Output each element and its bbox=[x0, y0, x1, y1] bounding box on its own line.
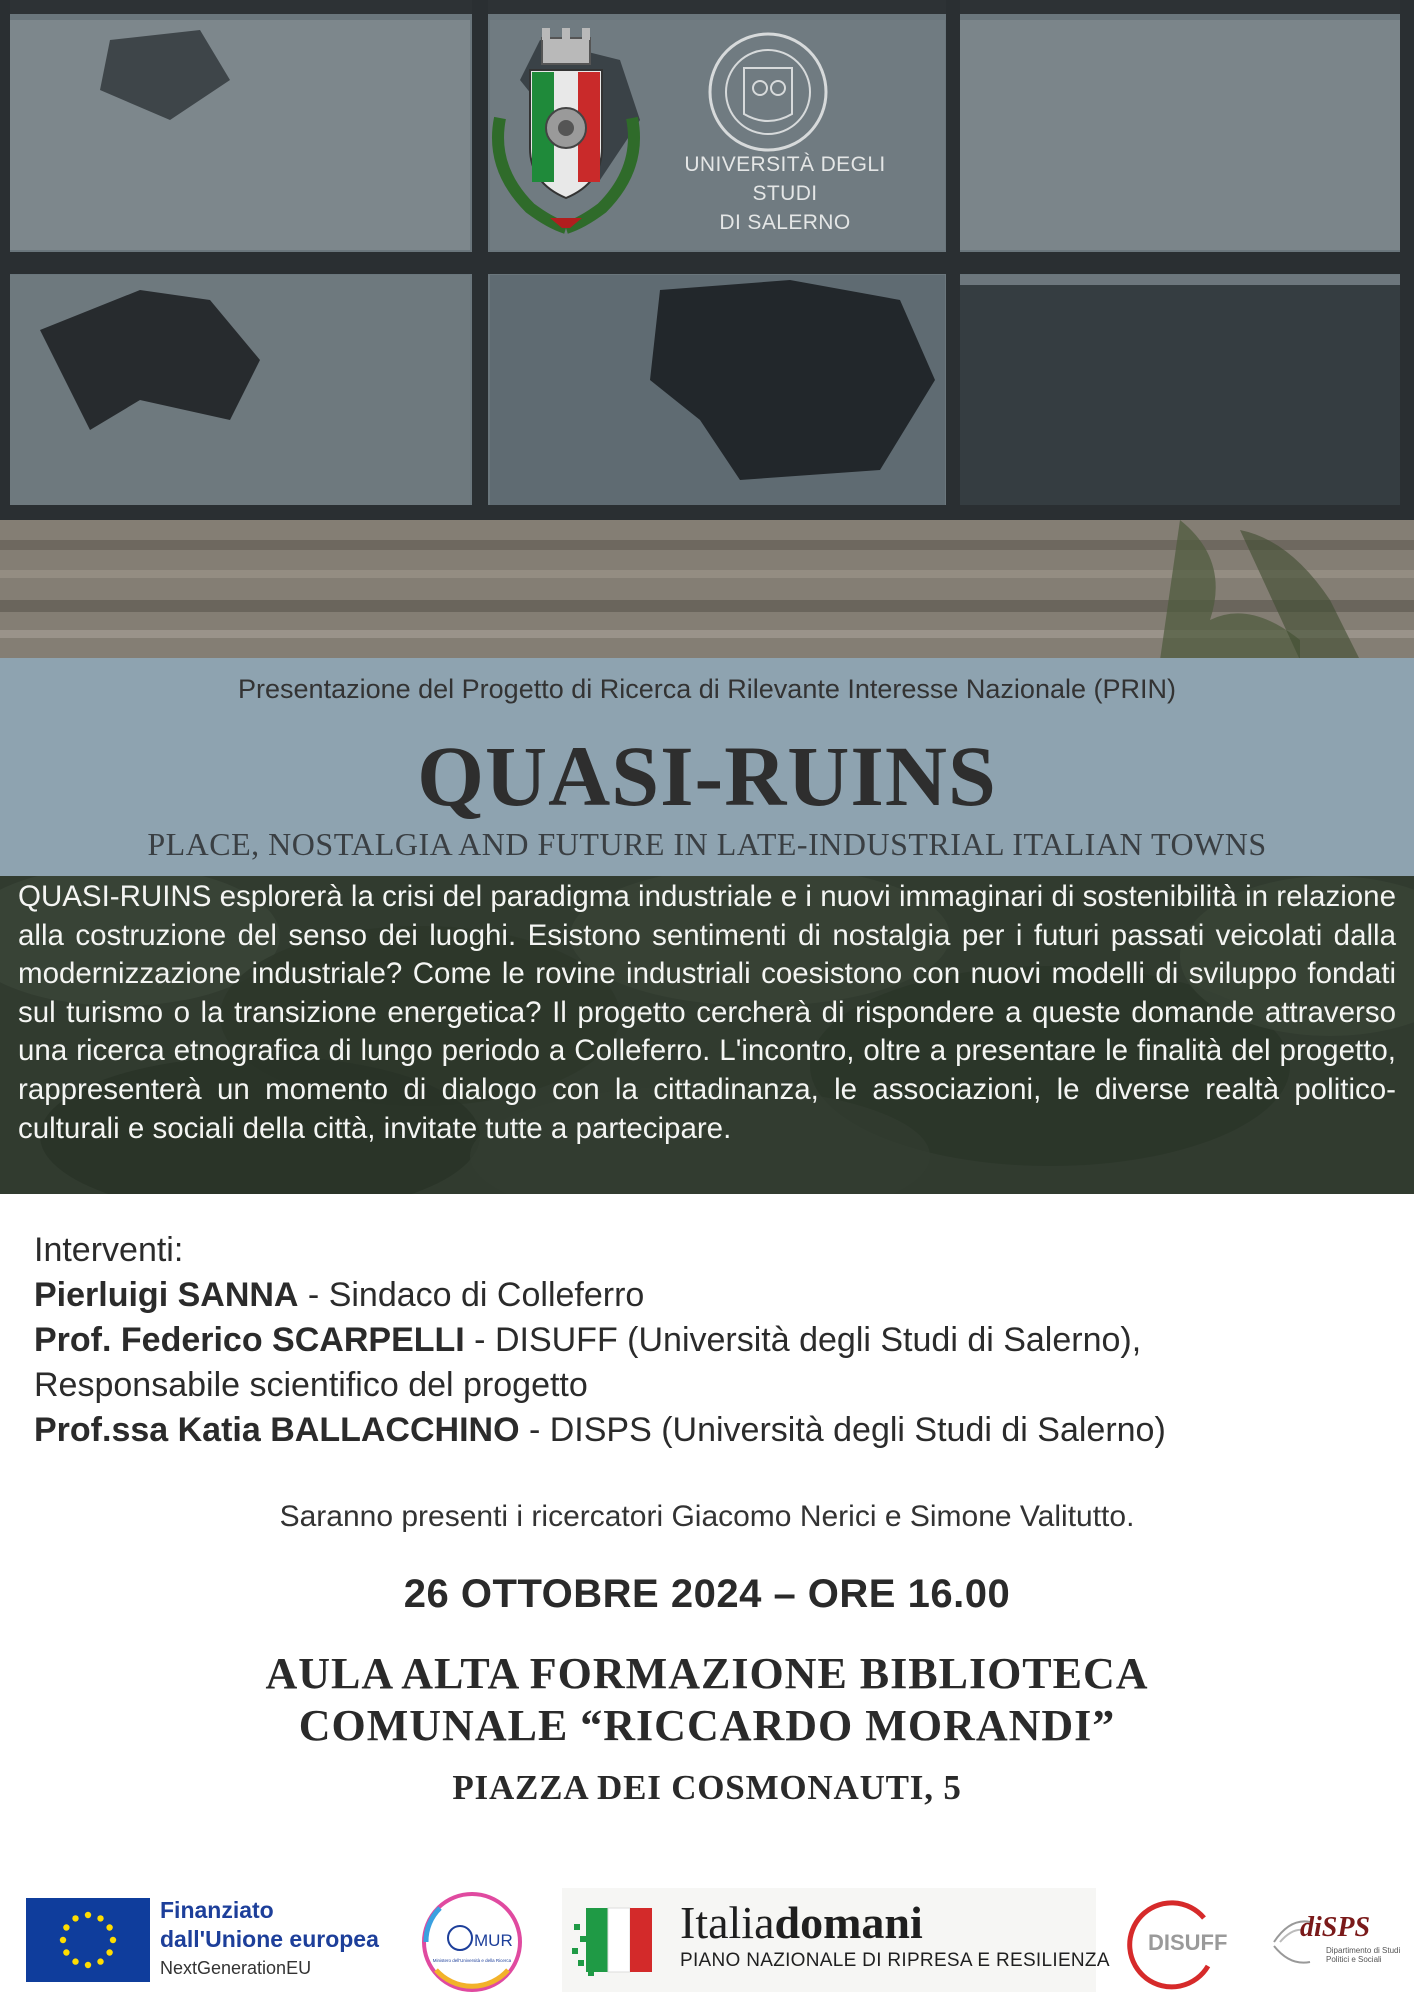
event-subtitle: Presentazione del Progetto di Ricerca di Rilevante Interesse Nazionale (PRIN) bbox=[238, 674, 1176, 704]
event-tagline: PLACE, NOSTALGIA AND FUTURE IN LATE-INDUSTRIAL ITALIAN TOWNS bbox=[147, 826, 1267, 862]
speakers-heading: Interventi: bbox=[34, 1231, 184, 1269]
speaker-name: Pierluigi SANNA bbox=[34, 1276, 299, 1314]
speaker-item bbox=[34, 1273, 1394, 1318]
italia-word-a: Italia bbox=[680, 1897, 775, 1948]
mur-label: MUR bbox=[474, 1931, 513, 1950]
researchers-note: Saranno presenti i ricercatori Giacomo Nerici e Simone Valitutto. bbox=[279, 1500, 1135, 1533]
speaker-role-continuation: Responsabile scientifico del progetto bbox=[34, 1366, 588, 1404]
disuff-label: DISUFF bbox=[1148, 1930, 1228, 1955]
event-description: QUASI-RUINS esplorerà la crisi del paradigma industriale e i nuovi immaginari di sostenibilità in relazione alla costruzione del senso dei luoghi. Esistono sentimenti di nostalgia per i futuri passati veicolati dalla modernizzazione industriale? Come le rovine industriali coesistono con nuovi modelli di sviluppo fondati sul turismo o la transizione energetica? Il progetto cercherà di rispondere a queste domande attraverso una ricerca etnografica di lungo periodo a Colleferro. L'incontro, oltre a presentare le finalità del progetto, rappresenterà un momento di dialogo con la cittadinanza, le associazioni, le diverse realtà politico-culturali e sociali della città, invitate tutte a partecipare. bbox=[18, 880, 1396, 1145]
university-name bbox=[655, 150, 915, 237]
eu-flag-icon bbox=[26, 1898, 150, 1982]
eu-funding-label bbox=[160, 1896, 410, 1982]
university-name-line2: DI SALERNO bbox=[719, 211, 851, 234]
speaker-name: Prof. Federico SCARPELLI bbox=[34, 1321, 465, 1359]
venue-line2: COMUNALE “RICCARDO MORANDI” bbox=[298, 1701, 1116, 1750]
university-seal-icon bbox=[710, 34, 826, 150]
university-name-line1: UNIVERSITÀ DEGLI STUDI bbox=[684, 153, 886, 205]
speaker-role: - DISPS (Università degli Studi di Salerno) bbox=[519, 1411, 1166, 1449]
italia-domani-flag-icon bbox=[572, 1904, 672, 1980]
mur-logo-icon bbox=[416, 1886, 528, 1998]
mur-sub: Ministero dell'Università e della Ricerca bbox=[432, 1958, 512, 1963]
speaker-name: Prof.ssa Katia BALLACCHINO bbox=[34, 1411, 520, 1449]
colleferro-coat-of-arms-icon bbox=[498, 28, 634, 228]
eu-line2: dall'Unione europea bbox=[160, 1926, 379, 1952]
disps-subtitle: Dipartimento di Studi Politici e Sociali bbox=[1326, 1946, 1401, 1964]
speaker-item bbox=[34, 1318, 1394, 1363]
speakers-section bbox=[34, 1228, 1394, 1453]
italia-domani-wordmark bbox=[680, 1896, 923, 1949]
event-date-time: 26 OTTOBRE 2024 – ORE 16.00 bbox=[403, 1572, 1011, 1616]
speaker-role: - Sindaco di Colleferro bbox=[298, 1276, 645, 1314]
eu-line1: Finanziato bbox=[160, 1897, 274, 1923]
italia-word-b: domani bbox=[774, 1897, 923, 1948]
speaker-role: - DISUFF (Università degli Studi di Salerno), bbox=[464, 1321, 1142, 1359]
venue-line1: AULA ALTA FORMAZIONE BIBLIOTECA bbox=[265, 1649, 1149, 1698]
speaker-item bbox=[34, 1408, 1394, 1453]
event-venue bbox=[0, 1648, 1414, 1752]
eu-line3: NextGenerationEU bbox=[160, 1958, 312, 1978]
disps-wordmark: diSPS bbox=[1300, 1912, 1371, 1943]
event-address: PIAZZA DEI COSMONAUTI, 5 bbox=[452, 1768, 962, 1807]
event-title: QUASI-RUINS bbox=[417, 728, 997, 824]
italia-domani-subtitle: PIANO NAZIONALE DI RIPRESA E RESILIENZA bbox=[680, 1950, 1110, 1971]
